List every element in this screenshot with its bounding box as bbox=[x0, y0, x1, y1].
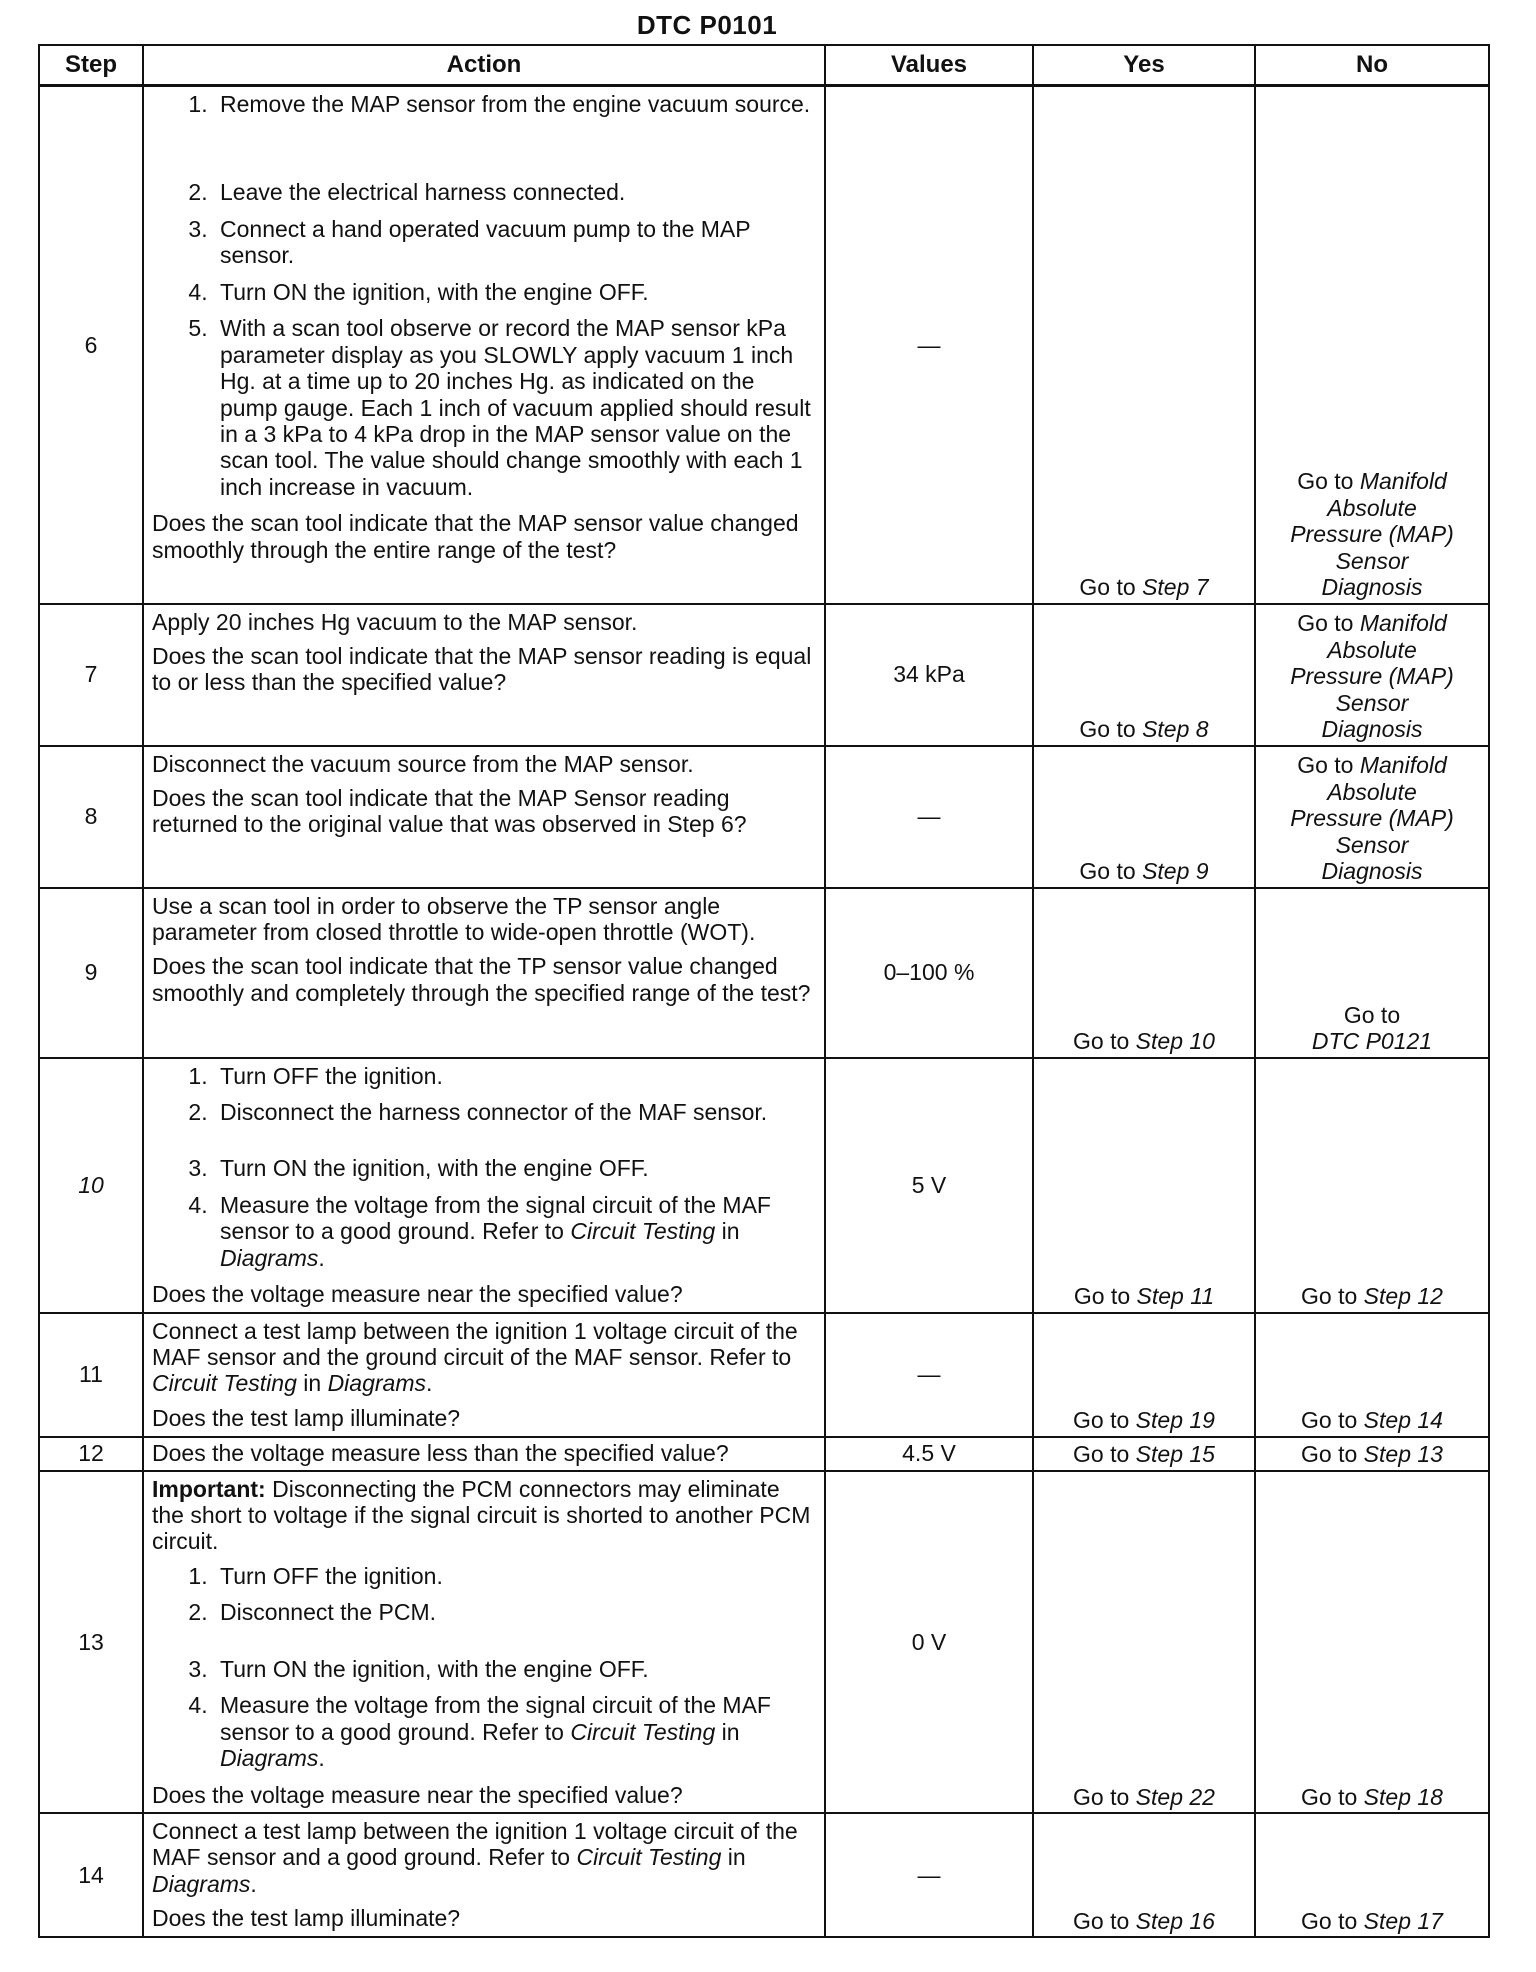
table-row bbox=[39, 86, 1489, 604]
no-cell: Go to Step 12 bbox=[1255, 1058, 1489, 1313]
circuit-testing-link[interactable]: Circuit Testing bbox=[570, 1218, 716, 1245]
circuit-testing-link[interactable]: Circuit Testing bbox=[576, 1844, 722, 1871]
question-text: Does the test lamp illuminate? bbox=[152, 1905, 461, 1932]
value-cell: 0–100 % bbox=[825, 888, 1033, 1058]
diagrams-link[interactable]: Diagrams bbox=[220, 1244, 319, 1271]
list-item: 2. Disconnect the PCM. bbox=[214, 1599, 816, 1625]
table-row bbox=[39, 1813, 1489, 1937]
step-link[interactable]: Step 22 bbox=[1135, 1783, 1215, 1810]
step-link[interactable]: Step 18 bbox=[1363, 1783, 1443, 1810]
action-list bbox=[152, 1063, 816, 1272]
action-list bbox=[152, 91, 816, 500]
list-item: 1. Turn OFF the ignition. bbox=[214, 1063, 816, 1089]
step-number: 10 bbox=[39, 1058, 143, 1313]
action-cell bbox=[143, 746, 825, 888]
yes-cell: Go to Step 19 bbox=[1033, 1313, 1255, 1437]
list-item: 3. Turn ON the ignition, with the engine OFF. bbox=[214, 1155, 816, 1181]
question-text: Does the scan tool indicate that the TP sensor value changed smoothly and completely through the specified range of the test? bbox=[152, 953, 811, 1006]
no-cell: Go to DTC P0121 bbox=[1255, 888, 1489, 1058]
step-link[interactable]: Step 12 bbox=[1363, 1283, 1443, 1310]
action-cell bbox=[143, 1058, 825, 1313]
value-cell: — bbox=[825, 86, 1033, 604]
action-cell bbox=[143, 888, 825, 1058]
header-step: Step bbox=[39, 45, 143, 86]
yes-cell bbox=[1033, 86, 1255, 604]
yes-cell: Go to Step 15 bbox=[1033, 1437, 1255, 1471]
header-yes: Yes bbox=[1033, 45, 1255, 86]
yes-cell: Go to Step 8 bbox=[1033, 604, 1255, 746]
step-number: 14 bbox=[39, 1813, 143, 1937]
header-values: Values bbox=[825, 45, 1033, 86]
step-link[interactable]: Step 9 bbox=[1142, 858, 1209, 885]
step-link[interactable]: Step 17 bbox=[1363, 1907, 1443, 1934]
action-cell bbox=[143, 1813, 825, 1937]
manifold-link[interactable]: Manifold Absolute Pressure (MAP) Sensor Diagnosis bbox=[1290, 468, 1454, 601]
yes-cell: Go to Step 11 bbox=[1033, 1058, 1255, 1313]
question-text: Does the scan tool indicate that the MAP sensor value changed smoothly through the entire range of the test? bbox=[152, 510, 799, 563]
action-cell bbox=[143, 1471, 825, 1813]
table-row bbox=[39, 1058, 1489, 1313]
page-title: DTC P0101 bbox=[636, 10, 778, 40]
list-item: 4. Turn ON the ignition, with the engine OFF. bbox=[214, 279, 816, 305]
diagnostic-table bbox=[38, 44, 1490, 1938]
important-label: Important: bbox=[152, 1475, 266, 1502]
action-text: Apply 20 inches Hg vacuum to the MAP sensor. bbox=[152, 608, 638, 635]
diagrams-link[interactable]: Diagrams bbox=[220, 1745, 319, 1772]
yes-cell: Go to Step 10 bbox=[1033, 888, 1255, 1058]
circuit-testing-link[interactable]: Circuit Testing bbox=[152, 1370, 297, 1397]
question-text: Does the voltage measure near the specified value? bbox=[152, 1781, 683, 1808]
action-text: Use a scan tool in order to observe the TP sensor angle parameter from closed throttle to wide-open throttle (WOT). bbox=[152, 892, 756, 945]
list-item: 3. Connect a hand operated vacuum pump to the MAP sensor. bbox=[214, 216, 816, 269]
question-text: Does the test lamp illuminate? bbox=[152, 1404, 461, 1431]
table-row bbox=[39, 888, 1489, 1058]
no-cell: Go to Step 18 bbox=[1255, 1471, 1489, 1813]
circuit-testing-link[interactable]: Circuit Testing bbox=[570, 1718, 716, 1745]
action-cell bbox=[143, 1313, 825, 1437]
action-cell bbox=[143, 86, 825, 604]
question-text: Does the voltage measure near the specified value? bbox=[152, 1281, 683, 1308]
important-note: Important: Disconnecting the PCM connectors may eliminate the short to voltage if the signal circuit is shorted to another PCM circuit. bbox=[152, 1475, 811, 1555]
header-action: Action bbox=[143, 45, 825, 86]
value-cell: 34 kPa bbox=[825, 604, 1033, 746]
list-item: 5. With a scan tool observe or record the MAP sensor kPa parameter display as you SLOWLY apply vacuum 1 inch Hg. at a time up to 20 inches Hg. as indicated on the pump gauge. Each 1 inch of vacuum applied should result in a 3 kPa to 4 kPa drop in the MAP sensor value on the scan tool. The value should change smoothly with each 1 inch increase in vacuum. bbox=[214, 315, 816, 500]
value-cell: — bbox=[825, 746, 1033, 888]
no-cell: Go to Step 14 bbox=[1255, 1313, 1489, 1437]
action-text: Connect a test lamp between the ignition 1 voltage circuit of the MAF sensor and a good ground. Refer to Circuit Testing in Diagrams. bbox=[152, 1817, 798, 1897]
list-item: 4. Measure the voltage from the signal circuit of the MAF sensor to a good ground. Refer to Circuit Testing in Diagrams. bbox=[214, 1192, 816, 1271]
step-number: 6 bbox=[39, 86, 143, 604]
yes-cell: Go to Step 9 bbox=[1033, 746, 1255, 888]
step-number: 11 bbox=[39, 1313, 143, 1437]
no-cell: Go to Step 13 bbox=[1255, 1437, 1489, 1471]
step-link[interactable]: Step 16 bbox=[1135, 1907, 1215, 1934]
step-link[interactable]: Step 15 bbox=[1135, 1441, 1215, 1468]
list-item: 1. Remove the MAP sensor from the engine vacuum source. bbox=[214, 91, 816, 117]
action-list bbox=[152, 1563, 816, 1772]
list-item: 1. Turn OFF the ignition. bbox=[214, 1563, 816, 1589]
manifold-link[interactable]: Manifold Absolute Pressure (MAP) Sensor Diagnosis bbox=[1290, 752, 1454, 885]
step-link[interactable]: Step 14 bbox=[1363, 1407, 1443, 1434]
list-item: 2. Disconnect the harness connector of the MAF sensor. bbox=[214, 1099, 816, 1125]
step-number: 7 bbox=[39, 604, 143, 746]
step-number: 13 bbox=[39, 1471, 143, 1813]
manifold-link[interactable]: Manifold Absolute Pressure (MAP) Sensor Diagnosis bbox=[1290, 610, 1454, 743]
step-number: 9 bbox=[39, 888, 143, 1058]
action-text: Connect a test lamp between the ignition 1 voltage circuit of the MAF sensor and the ground circuit of the MAF sensor. Refer to Circuit Testing in Diagrams. bbox=[152, 1317, 798, 1397]
question-text: Does the scan tool indicate that the MAP Sensor reading returned to the original value that was observed in Step 6? bbox=[152, 784, 747, 838]
list-item: 4. Measure the voltage from the signal circuit of the MAF sensor to a good ground. Refer to Circuit Testing in Diagrams. bbox=[214, 1692, 816, 1771]
no-cell: Go to Step 17 bbox=[1255, 1813, 1489, 1937]
step-link[interactable]: Step 10 bbox=[1135, 1028, 1215, 1055]
diagrams-link[interactable]: Diagrams bbox=[152, 1870, 251, 1897]
table-row bbox=[39, 746, 1489, 888]
no-cell: Go to Manifold Absolute Pressure (MAP) Sensor Diagnosis bbox=[1255, 86, 1489, 604]
step-link[interactable]: Step 13 bbox=[1363, 1441, 1443, 1468]
no-cell: Go to Manifold Absolute Pressure (MAP) Sensor Diagnosis bbox=[1255, 604, 1489, 746]
action-cell bbox=[143, 604, 825, 746]
step-link[interactable]: Step 11 bbox=[1136, 1283, 1215, 1310]
dtc-link[interactable]: DTC P0121 bbox=[1311, 1028, 1433, 1055]
list-item: 3. Turn ON the ignition, with the engine OFF. bbox=[214, 1656, 816, 1682]
step-link[interactable]: Step 19 bbox=[1135, 1407, 1215, 1434]
step-link[interactable]: Step 7 bbox=[1142, 574, 1209, 601]
question-text: Does the voltage measure less than the specified value? bbox=[152, 1439, 729, 1466]
table-row bbox=[39, 1437, 1489, 1471]
action-text: Disconnect the vacuum source from the MAP sensor. bbox=[152, 750, 694, 777]
step-number: 12 bbox=[39, 1437, 143, 1471]
value-cell: 4.5 V bbox=[825, 1437, 1033, 1471]
step-link[interactable]: Step 8 bbox=[1142, 716, 1209, 743]
action-cell bbox=[143, 1437, 825, 1471]
no-cell: Go to Manifold Absolute Pressure (MAP) Sensor Diagnosis bbox=[1255, 746, 1489, 888]
go-to-label: Go to bbox=[1079, 574, 1136, 601]
value-cell: 5 V bbox=[825, 1058, 1033, 1313]
diagrams-link[interactable]: Diagrams bbox=[327, 1370, 426, 1397]
header-no: No bbox=[1255, 45, 1489, 86]
value-cell: — bbox=[825, 1313, 1033, 1437]
question-text: Does the scan tool indicate that the MAP sensor reading is equal to or less than the specified value? bbox=[152, 642, 812, 696]
header-row bbox=[39, 45, 1489, 86]
table-row bbox=[39, 604, 1489, 746]
step-number: 8 bbox=[39, 746, 143, 888]
yes-cell: Go to Step 16 bbox=[1033, 1813, 1255, 1937]
table-row bbox=[39, 1313, 1489, 1437]
list-item: 2. Leave the electrical harness connected. bbox=[214, 179, 816, 205]
yes-cell: Go to Step 22 bbox=[1033, 1471, 1255, 1813]
table-row bbox=[39, 1471, 1489, 1813]
value-cell: — bbox=[825, 1813, 1033, 1937]
value-cell: 0 V bbox=[825, 1471, 1033, 1813]
